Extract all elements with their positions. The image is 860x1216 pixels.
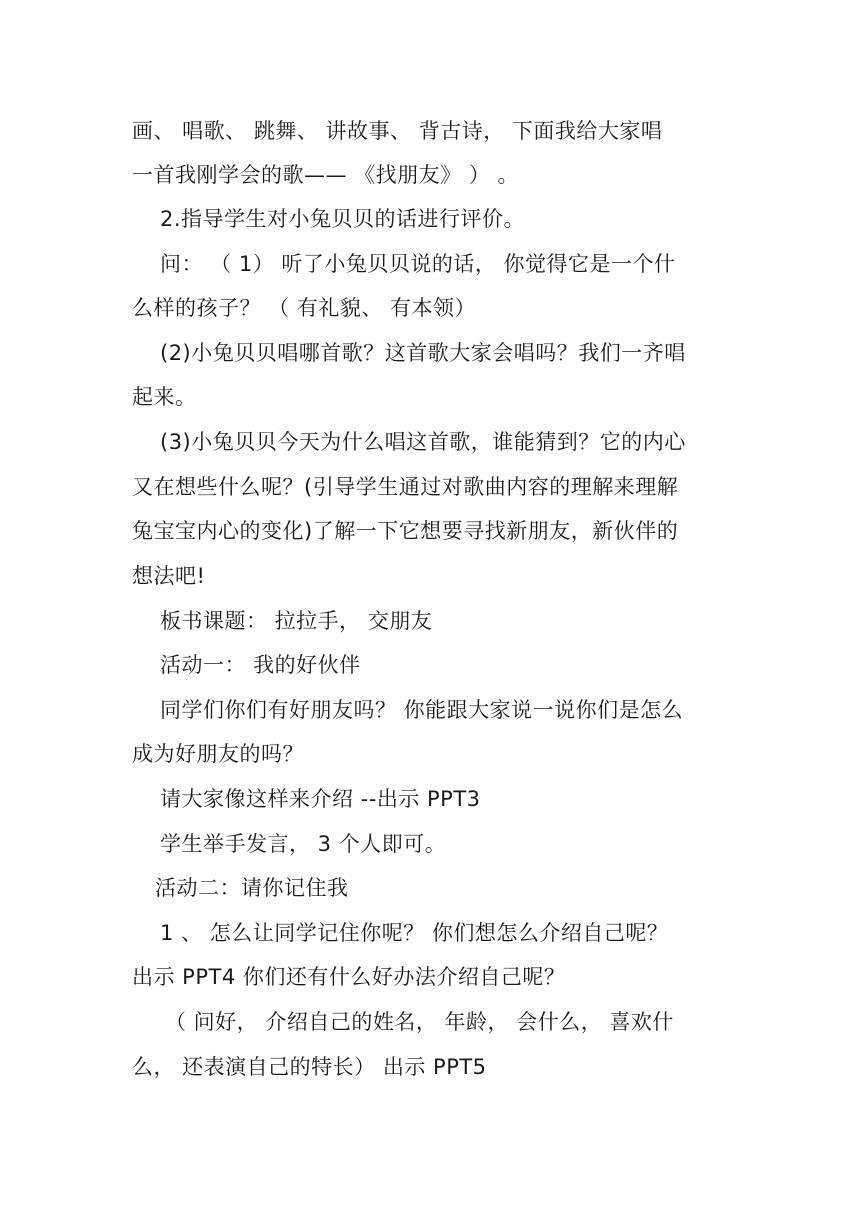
text-line: （ 问好， 介绍自己的姓名， 年龄， 会什么， 喜欢什 [165,1010,674,1034]
text-line: 出示 PPT4 你们还有什么好办法介绍自己呢？ [132,965,566,989]
text-line: 1 、 怎么让同学记住你呢？ 你们想怎么介绍自己呢？ [160,921,669,945]
text-line: 问： （ 1） 听了小兔贝贝说的话， 你觉得它是一个什 [160,252,676,276]
text-line: 么样的孩子？ （ 有礼貌、 有本领） [132,296,477,320]
text-line: 一首我刚学会的歌—— 《找朋友》 ） 。 [132,163,520,187]
text-line: 起来。 [132,385,197,409]
text-line: 活动一： 我的好伙伴 [160,653,361,677]
text-line: 么， 还表演自己的特长） 出示 PPT5 [132,1055,487,1079]
text-line: 请大家像这样来介绍 --出示 PPT3 [160,787,481,811]
text-line: 活动二：请你记住我 [155,876,349,900]
text-line: 画、 唱歌、 跳舞、 讲故事、 背古诗， 下面我给大家唱 [132,119,663,143]
text-line: 又在想些什么呢？(引导学生通过对歌曲内容的理解来理解 [132,475,679,499]
text-line: 想法吧! [132,564,206,588]
text-line: 成为好朋友的吗？ [132,742,304,766]
text-line: 学生举手发言， 3 个人即可。 [160,832,447,856]
text-line: 兔宝宝内心的变化)了解一下它想要寻找新朋友，新伙伴的 [132,519,679,543]
text-line: (2)小兔贝贝唱哪首歌？这首歌大家会唱吗？我们一齐唱 [160,341,686,365]
text-line: (3)小兔贝贝今天为什么唱这首歌，谁能猜到？它的内心 [160,430,686,454]
text-line: 2.指导学生对小兔贝贝的话进行评价。 [160,207,526,231]
text-line: 同学们你们有好朋友吗？ 你能跟大家说一说你们是怎么 [160,698,684,722]
text-line: 板书课题： 拉拉手， 交朋友 [160,609,433,633]
